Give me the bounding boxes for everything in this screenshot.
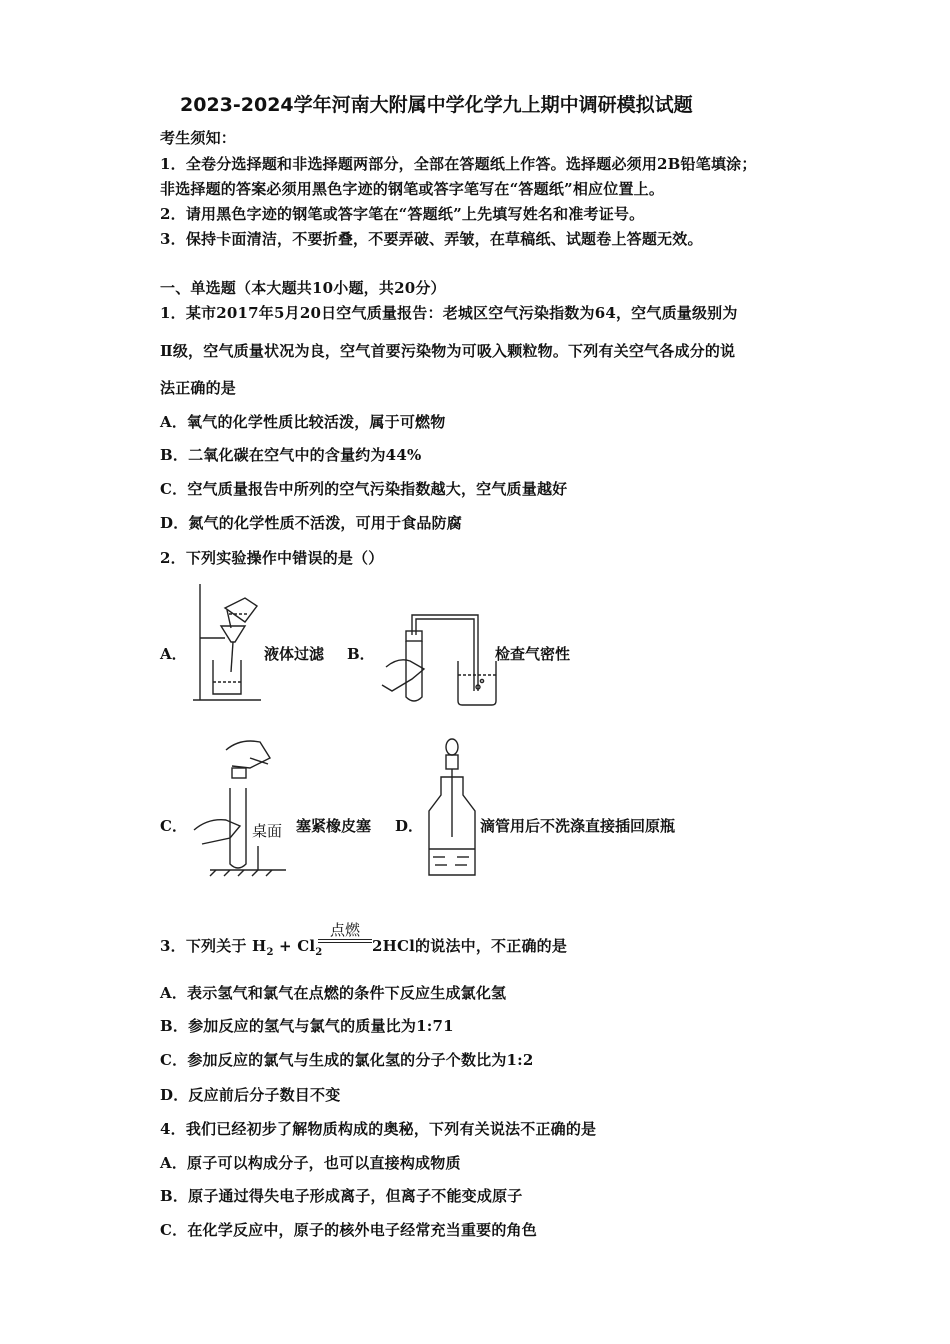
q3-product: 2HCl	[372, 937, 416, 955]
q3-plus-cl: + Cl	[273, 937, 316, 955]
notice-line: 2．请用黑色字迹的钢笔或答字笔在“答题纸”上先填写姓名和准考证号。	[160, 205, 645, 223]
q3-subscript-h2: 2	[266, 947, 274, 958]
q1-option-b: B．二氧化碳在空气中的含量约为44%	[160, 446, 422, 464]
q3-option-d: D．反应前后分子数目不变	[160, 1086, 341, 1104]
reaction-arrow-line-bottom	[318, 942, 372, 943]
q3-product-and-suffix	[372, 935, 567, 956]
q3-prefix: 3．下列关于 H	[160, 937, 267, 955]
q2-option-d-label: D．	[395, 817, 424, 835]
q4-option-c: C．在化学反应中，原子的核外电子经常充当重要的角色	[160, 1221, 537, 1239]
q2-option-b-label: B．	[347, 645, 375, 663]
q3-suffix: 的说法中，不正确的是	[415, 937, 568, 955]
q3-option-a: A．表示氢气和氯气在点燃的条件下反应生成氯化氢	[160, 984, 507, 1002]
q4-option-b: B．原子通过得失电子形成离子，但离子不能变成原子	[160, 1187, 523, 1205]
reaction-arrow-line-top	[318, 939, 372, 940]
page-title: 2023-2024学年河南大附属中学化学九上期中调研模拟试题	[180, 94, 693, 116]
q2-option-a-label: A．	[160, 645, 187, 663]
q3-option-b: B．参加反应的氢气与氯气的质量比为1:71	[160, 1017, 454, 1035]
q2-option-c-caption: 塞紧橡皮塞	[296, 817, 372, 835]
q1-stem-line: 1．某市2017年5月20日空气质量报告：老城区空气污染指数为64，空气质量级别为	[160, 304, 738, 322]
reaction-condition: 点燃	[329, 921, 360, 939]
q2-option-c-label: C．	[160, 817, 187, 835]
notice-heading: 考生须知：	[160, 129, 237, 147]
q3-option-c: C．参加反应的氯气与生成的氯化氢的分子个数比为1:2	[160, 1051, 534, 1069]
filtration-apparatus-figure	[185, 580, 265, 705]
q2-option-b-caption: 检查气密性	[495, 645, 571, 663]
section-heading: 一、单选题（本大题共10小题，共20分）	[160, 279, 446, 297]
q3-subscript-cl2: 2	[315, 947, 323, 958]
q4-option-a: A．原子可以构成分子，也可以直接构成物质	[160, 1154, 461, 1172]
q1-stem-line: 法正确的是	[160, 379, 237, 397]
dropper-bottle-figure	[425, 737, 480, 879]
notice-line: 非选择题的答案必须用黑色字迹的钢笔或答字笔写在“答题纸”相应位置上。	[160, 180, 665, 198]
notice-line: 3．保持卡面清洁，不要折叠，不要弄破、弄皱，在草稿纸、试题卷上答题无效。	[160, 230, 703, 248]
q2-stem: 2．下列实验操作中错误的是（）	[160, 549, 384, 567]
stopper-insertion-figure	[190, 738, 290, 876]
q1-stem-line: Ⅱ级，空气质量状况为良，空气首要污染物为可吸入颗粒物。下列有关空气各成分的说	[160, 342, 736, 360]
q1-option-a: A．氧气的化学性质比较活泼，属于可燃物	[160, 413, 446, 431]
q4-stem: 4．我们已经初步了解物质构成的奥秘，下列有关说法不正确的是	[160, 1120, 597, 1138]
notice-line: 1．全卷分选择题和非选择题两部分，全部在答题纸上作答。选择题必须用2B铅笔填涂；	[160, 155, 757, 173]
airtightness-check-figure	[378, 605, 498, 710]
q1-option-c: C．空气质量报告中所列的空气污染指数越大，空气质量越好	[160, 480, 568, 498]
q3-stem	[160, 935, 322, 958]
q1-option-d: D．氮气的化学性质不活泼，可用于食品防腐	[160, 514, 463, 532]
q2-option-a-caption: 液体过滤	[264, 645, 325, 663]
figure-label-desktop: 桌面	[252, 822, 283, 840]
q2-option-d-caption: 滴管用后不洗涤直接插回原瓶	[480, 817, 676, 835]
